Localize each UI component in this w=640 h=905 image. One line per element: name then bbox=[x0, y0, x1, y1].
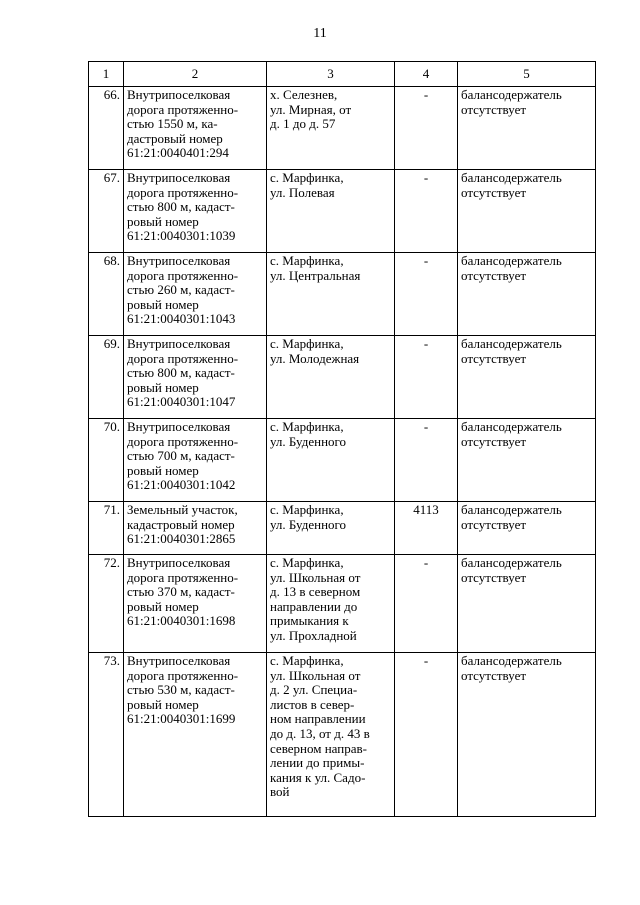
column-header-5: 5 bbox=[458, 62, 596, 87]
column-header-2: 2 bbox=[124, 62, 267, 87]
balance-holder: балансодержатель отсутствует bbox=[458, 170, 596, 253]
object-area: - bbox=[395, 653, 458, 817]
balance-holder: балансодержатель отсутствует bbox=[458, 653, 596, 817]
table-row bbox=[89, 170, 596, 253]
object-address: с. Марфинка, ул. Полевая bbox=[267, 170, 395, 253]
balance-holder: балансодержатель отсутствует bbox=[458, 502, 596, 555]
object-area: - bbox=[395, 170, 458, 253]
balance-holder: балансодержатель отсутствует bbox=[458, 555, 596, 653]
balance-holder: балансодержатель отсутствует bbox=[458, 87, 596, 170]
page-number: 11 bbox=[313, 26, 327, 41]
column-header-3: 3 bbox=[267, 62, 395, 87]
row-number: 72. bbox=[89, 555, 124, 653]
balance-holder: балансодержатель отсутствует bbox=[458, 336, 596, 419]
object-address: с. Марфинка, ул. Буденного bbox=[267, 502, 395, 555]
table-row bbox=[89, 336, 596, 419]
object-name: Внутрипоселковая дорога протяженно- стью 800 м, кадаст- ровый номер 61:21:0040301:1039 bbox=[124, 170, 267, 253]
object-name: Земельный участок, кадастровый номер 61:21:0040301:2865 bbox=[124, 502, 267, 555]
object-name: Внутрипоселковая дорога протяженно- стью 700 м, кадаст- ровый номер 61:21:0040301:1042 bbox=[124, 419, 267, 502]
object-area: - bbox=[395, 336, 458, 419]
row-number: 73. bbox=[89, 653, 124, 817]
object-area: 4113 bbox=[395, 502, 458, 555]
object-address: с. Марфинка, ул. Центральная bbox=[267, 253, 395, 336]
object-address: х. Селезнев, ул. Мирная, от д. 1 до д. 57 bbox=[267, 87, 395, 170]
object-area: - bbox=[395, 87, 458, 170]
table-row bbox=[89, 87, 596, 170]
row-number: 66. bbox=[89, 87, 124, 170]
table-row bbox=[89, 253, 596, 336]
balance-holder: балансодержатель отсутствует bbox=[458, 419, 596, 502]
object-address: с. Марфинка, ул. Молодежная bbox=[267, 336, 395, 419]
object-address: с. Марфинка, ул. Буденного bbox=[267, 419, 395, 502]
row-number: 71. bbox=[89, 502, 124, 555]
row-number: 68. bbox=[89, 253, 124, 336]
row-number: 69. bbox=[89, 336, 124, 419]
object-name: Внутрипоселковая дорога протяженно- стью 370 м, кадаст- ровый номер 61:21:0040301:1698 bbox=[124, 555, 267, 653]
row-number: 67. bbox=[89, 170, 124, 253]
object-name: Внутрипоселковая дорога протяженно- стью 260 м, кадаст- ровый номер 61:21:0040301:1043 bbox=[124, 253, 267, 336]
balance-holder: балансодержатель отсутствует bbox=[458, 253, 596, 336]
column-header-4: 4 bbox=[395, 62, 458, 87]
object-name: Внутрипоселковая дорога протяженно- стью 1550 м, ка- дастровый номер 61:21:0040401:294 bbox=[124, 87, 267, 170]
object-area: - bbox=[395, 253, 458, 336]
table-row bbox=[89, 555, 596, 653]
column-header-1: 1 bbox=[89, 62, 124, 87]
object-address: с. Марфинка, ул. Школьная от д. 2 ул. Специа- листов в север- ном направлении до д. 13, от д. 43 в северном направ- лении до примы- кания к ул. Садо- вой bbox=[267, 653, 395, 817]
object-address: с. Марфинка, ул. Школьная от д. 13 в северном направлении до примыкания к ул. Прохладной bbox=[267, 555, 395, 653]
object-name: Внутрипоселковая дорога протяженно- стью 530 м, кадаст- ровый номер 61:21:0040301:1699 bbox=[124, 653, 267, 817]
object-area: - bbox=[395, 555, 458, 653]
table-row bbox=[89, 653, 596, 817]
table-row bbox=[89, 502, 596, 555]
header-row bbox=[89, 62, 596, 87]
registry-table bbox=[88, 61, 596, 817]
object-area: - bbox=[395, 419, 458, 502]
table-row bbox=[89, 419, 596, 502]
object-name: Внутрипоселковая дорога протяженно- стью 800 м, кадаст- ровый номер 61:21:0040301:1047 bbox=[124, 336, 267, 419]
row-number: 70. bbox=[89, 419, 124, 502]
